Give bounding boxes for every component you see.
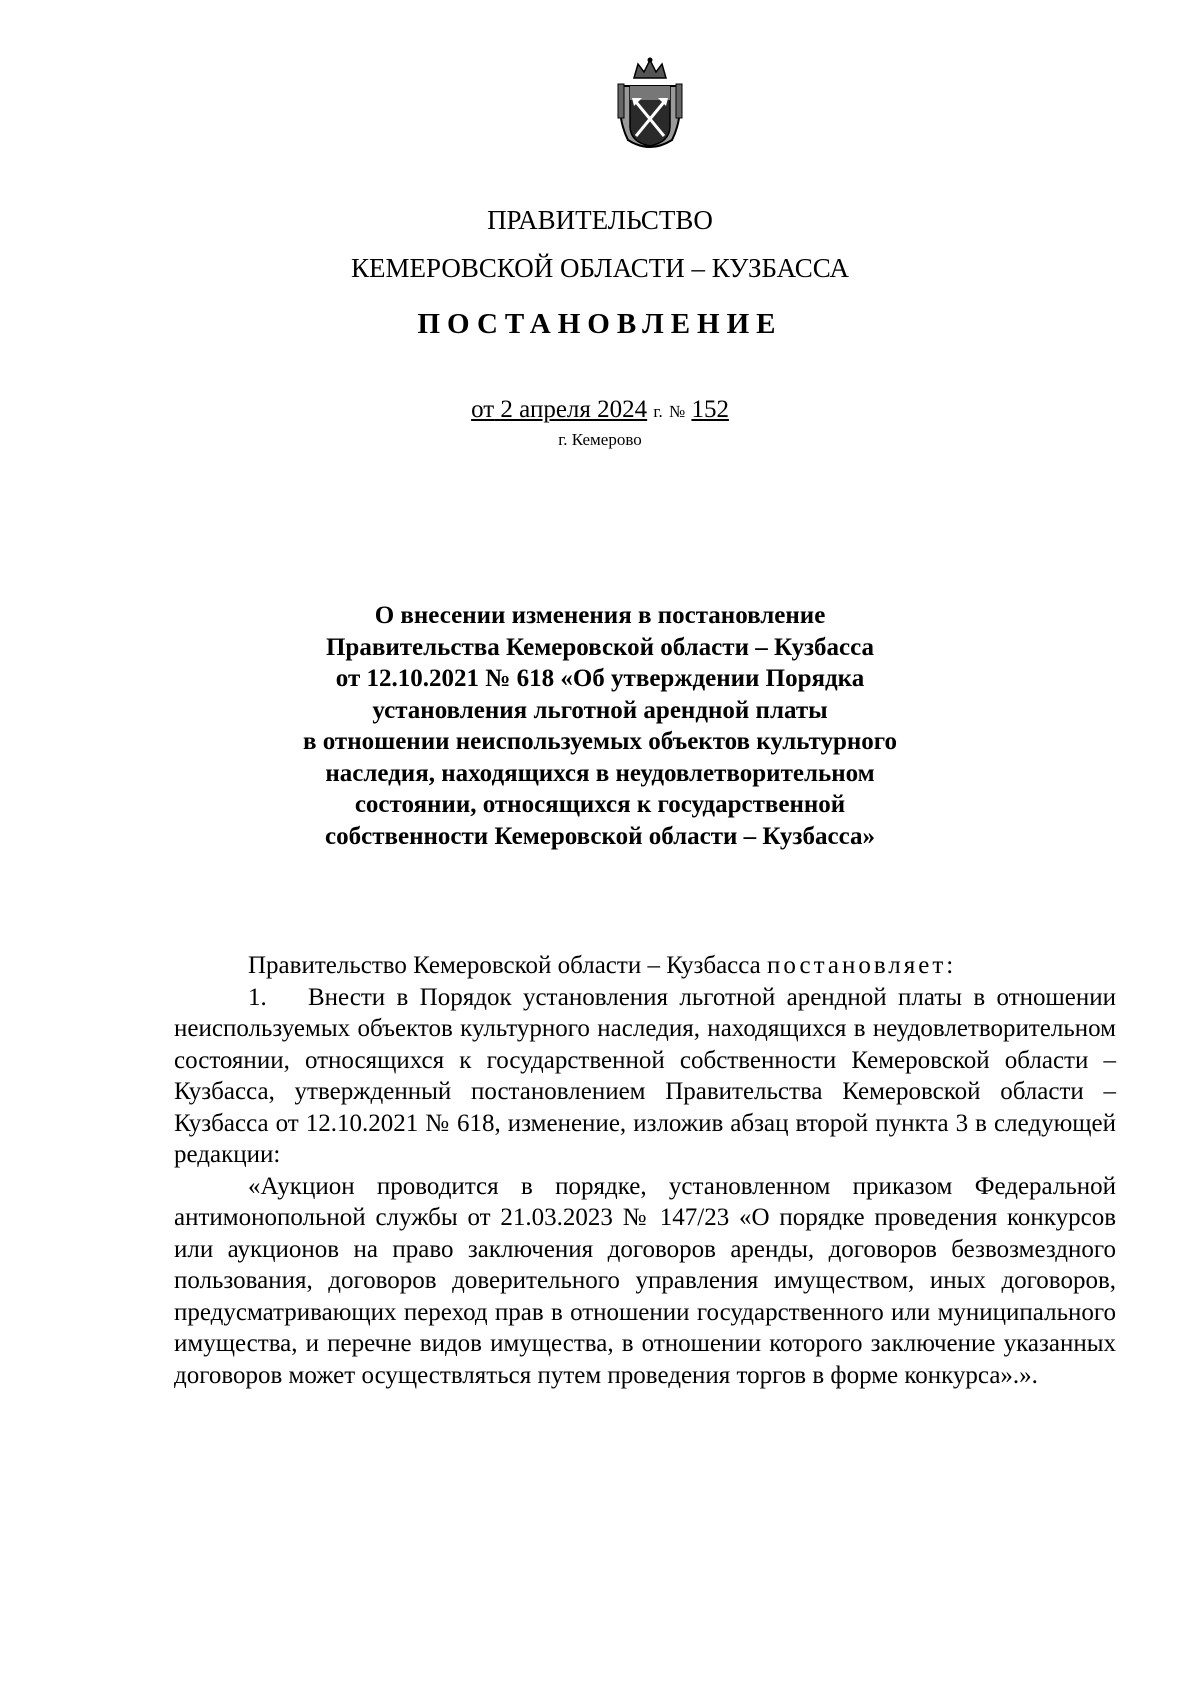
title-line: Правительства Кемеровской области – Кузбасса xyxy=(325,633,875,661)
document-type: ПОСТАНОВЛЕНИЕ xyxy=(417,308,783,340)
title-line: наследия, находящихся в неудовлетворительном xyxy=(325,759,875,787)
date-prefix: от xyxy=(471,396,495,423)
kuzbass-coat-of-arms-icon xyxy=(614,56,686,154)
preamble-text: Правительство Кемеровской области – Кузбасса xyxy=(248,952,761,979)
title-line: установления льготной арендной платы xyxy=(372,696,828,724)
title-line: от 12.10.2021 № 618 «Об утверждении Порядка xyxy=(335,665,865,692)
quoted-paragraph: «Аукцион проводится в порядке, установленном приказом Федеральной антимонопольной службы от 21.03.2023 № 147/23 «О порядке проведения конкурсов или аукционов на право заключения договоров аренды, договоров безвозмездного пользования, договоров доверительного управления имуществом, иных договоров, предусматривающих переход прав в отношении государственного или муниципального имущества, и перечне видов имущества, в отношении которого заключение указанных договоров может осуществляться путем проведения торгов в форме конкурса».». xyxy=(174,1172,1116,1389)
org-line-1: ПРАВИТЕЛЬСТВО xyxy=(487,205,713,235)
title-line: О внесении изменения в постановление xyxy=(374,602,826,629)
title-line: состоянии, относящихся к государственной xyxy=(354,791,846,818)
year-suffix: г. xyxy=(653,402,663,421)
date-line xyxy=(0,396,1200,424)
org-line-2: КЕМЕРОВСКОЙ ОБЛАСТИ – КУЗБАССА xyxy=(351,253,849,283)
document-number: 152 xyxy=(691,396,729,423)
organization-name xyxy=(0,196,1200,292)
title-line: в отношении неиспользуемых объектов культурного xyxy=(303,728,897,755)
document-body xyxy=(174,950,1116,1391)
preamble xyxy=(174,950,1116,982)
document-title xyxy=(0,600,1200,852)
preamble-verb: постановляет: xyxy=(767,952,957,979)
item-1-text: Внести в Порядок установления льготной арендной платы в отношении неиспользуемых объектов культурного наследия, находящихся в неудовлетворительном состоянии, относящихся к государственной собственности Кемеровской области – Кузбасса, утвержденный постановлением Правительства Кемеровской области – Кузбасса от 12.10.2021 № 618, изменение, изложив абзац второй пункта 3 в следующей редакции: xyxy=(174,983,1116,1168)
item-1-number: 1. xyxy=(248,983,267,1011)
document-date: 2 апреля 2024 xyxy=(500,396,648,423)
title-line: собственности Кемеровской области – Кузбасса» xyxy=(325,822,875,850)
city: г. Кемерово xyxy=(558,430,642,449)
number-sign: № xyxy=(668,402,686,421)
item-1 xyxy=(174,982,1116,1171)
